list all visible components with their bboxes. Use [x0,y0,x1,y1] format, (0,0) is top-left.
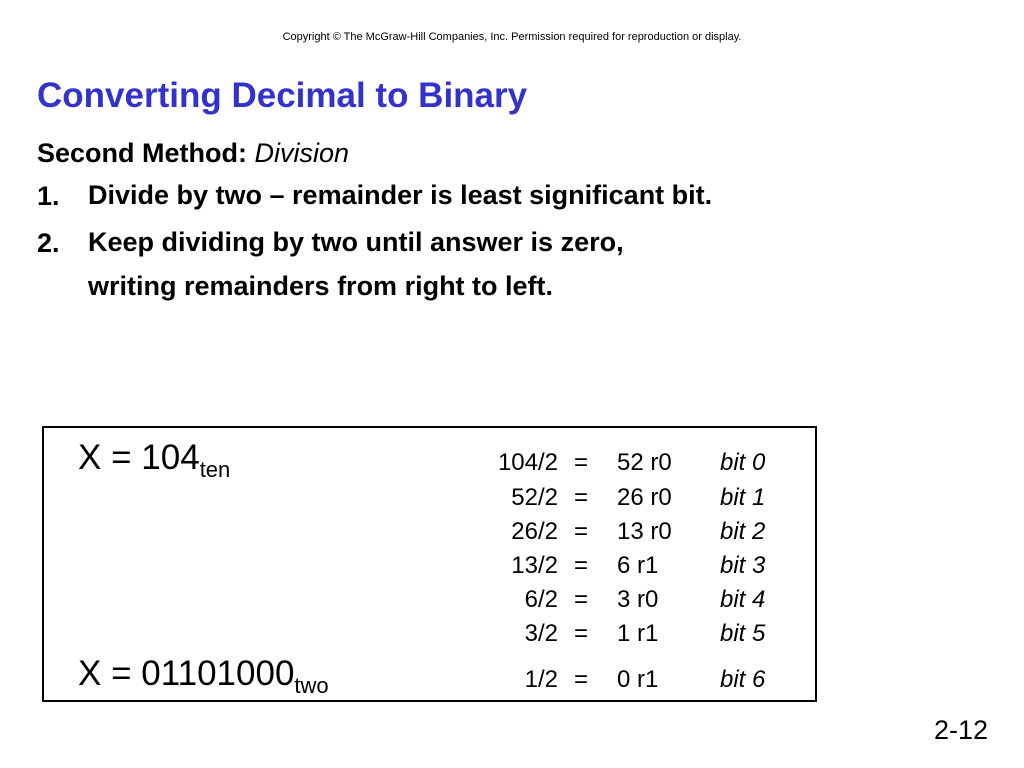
equation-base: ten [199,457,231,482]
slide-title: Converting Decimal to Binary [37,76,528,115]
equation-value: 01101000 [141,654,295,693]
division-row [0,552,1024,584]
division-quotient: 1 r1 [617,620,659,647]
division-expression: 26/2 [511,518,558,545]
step-text: Divide by two – remainder is least significant bit. [88,180,713,210]
division-bit: bit 6 [720,666,766,693]
division-equals: = [574,552,589,579]
method-label: Second Method: [37,138,247,168]
division-expression: 13/2 [511,552,558,579]
division-equals: = [574,518,589,545]
equation-lhs: X [78,654,102,693]
step-number: 2. [37,228,60,258]
step-text: Keep dividing by two until answer is zero, writing remainders from right to left. [88,227,624,301]
division-bit: bit 0 [720,449,766,476]
step-number: 1. [37,181,60,211]
division-equals: = [574,586,589,613]
division-row [0,449,1024,481]
division-expression: 52/2 [511,484,558,511]
division-equals: = [574,449,589,476]
division-bit: bit 2 [720,518,766,545]
division-equals: = [574,484,589,511]
division-expression: 6/2 [524,586,558,613]
division-equals: = [574,620,589,647]
method-heading [37,138,349,169]
equation-equals: = [111,654,132,693]
division-expression: 3/2 [524,620,558,647]
division-row [0,620,1024,652]
division-quotient: 26 r0 [617,484,672,511]
division-bit: bit 4 [720,586,766,613]
division-quotient: 3 r0 [617,586,659,613]
equation-base: two [294,673,329,698]
division-quotient: 13 r0 [617,518,672,545]
equation-lhs: X [78,438,102,477]
division-row [0,666,1024,698]
division-bit: bit 3 [720,552,766,579]
division-quotient: 0 r1 [617,666,659,693]
page-number: 2-12 [933,715,988,745]
division-row [0,586,1024,618]
equation-value: 104 [141,438,200,477]
division-row [0,518,1024,550]
equation-equals: = [111,438,132,477]
division-row [0,484,1024,516]
division-bit: bit 1 [720,484,766,511]
division-expression: 104/2 [497,449,558,476]
division-expression: 1/2 [524,666,558,693]
copyright-notice: Copyright © The McGraw-Hill Companies, Inc. Permission required for reproduction or display. [282,31,742,43]
division-bit: bit 5 [720,620,766,647]
division-quotient: 6 r1 [617,552,659,579]
method-value: Division [254,138,350,168]
division-quotient: 52 r0 [617,449,672,476]
division-equals: = [574,666,589,693]
